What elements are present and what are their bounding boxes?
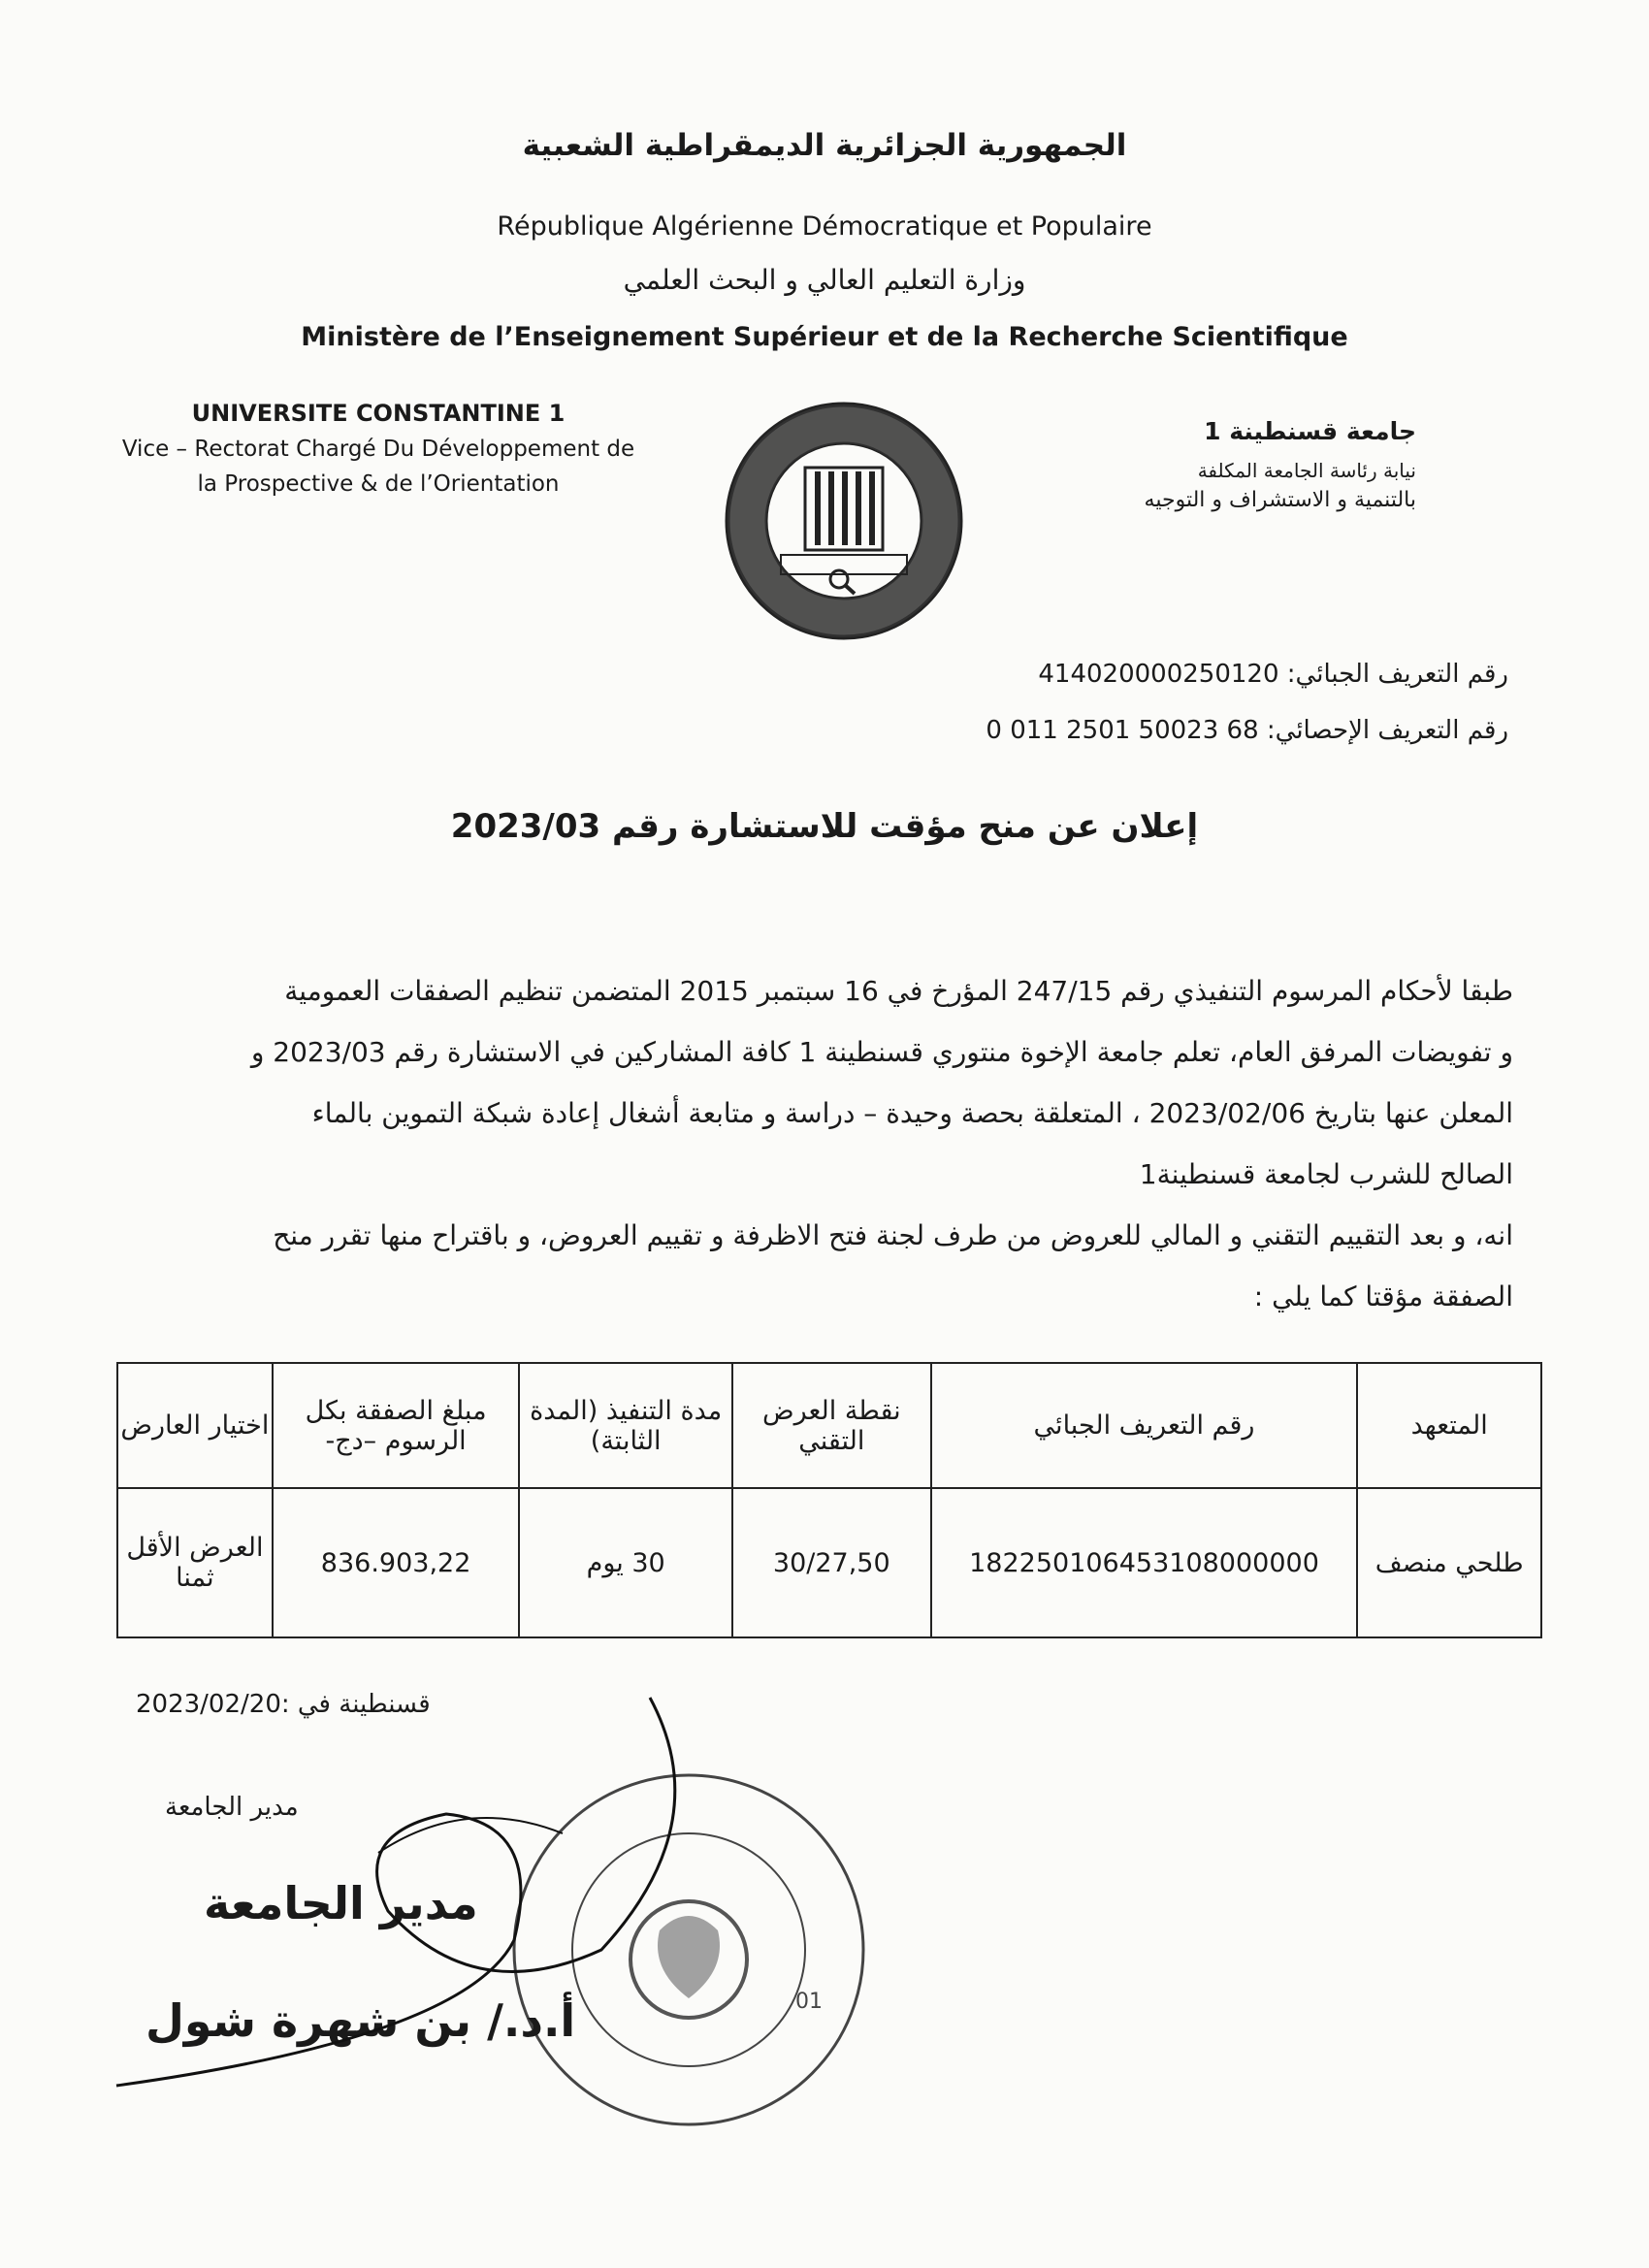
university-name-fr: UNIVERSITE CONSTANTINE 1 xyxy=(191,400,566,427)
university-block-fr xyxy=(107,400,650,497)
tax-id: رقم التعريف الجبائي: 414020000250120 xyxy=(1038,660,1508,689)
department-line2-fr: la Prospective & de l’Orientation xyxy=(197,471,560,497)
signature-title: مدير الجامعة xyxy=(204,1877,478,1929)
signature-name: أ.د./ بن شهرة شول xyxy=(146,1994,576,2047)
cell-selection: العرض الأقل ثمنا xyxy=(117,1488,273,1637)
body-line: الصالح للشرب لجامعة قسنطينة1 xyxy=(1139,1158,1513,1190)
place-date: قسنطينة في :2023/02/20 xyxy=(136,1690,431,1719)
university-name-ar: جامعة قسنطينة 1 xyxy=(1204,417,1416,445)
university-block-ar xyxy=(1009,417,1416,512)
body-line: انه، و بعد التقييم التقني و المالي للعروض من طرف لجنة فتح الاظرفة و تقييم العروض، و باقتراح منها تقرر منح xyxy=(273,1219,1513,1251)
director-label: مدير الجامعة xyxy=(165,1793,299,1822)
header-tax-id: رقم التعريف الجبائي xyxy=(931,1363,1358,1488)
ministry-name-fr: Ministère de l’Enseignement Supérieur et de la Recherche Scientifique xyxy=(301,322,1348,352)
announcement-body xyxy=(136,960,1513,1327)
cell-tax-id: 182250106453108000000 xyxy=(931,1488,1358,1637)
body-line: و تفويضات المرفق العام، تعلم جامعة الإخوة منتوري قسنطينة 1 كافة المشاركين في الاستشارة رقم 2023/03 و xyxy=(250,1036,1513,1068)
handwritten-signature xyxy=(58,1688,757,2095)
body-line: الصفقة مؤقتا كما يلي : xyxy=(1253,1280,1513,1312)
cell-duration: 30 يوم xyxy=(519,1488,732,1637)
header-duration: مدة التنفيذ (المدة الثابتة) xyxy=(519,1363,732,1488)
cell-bidder: طلحي منصف xyxy=(1357,1488,1541,1637)
table-header-row xyxy=(117,1363,1541,1488)
department-line1-ar: نيابة رئاسة الجامعة المكلفة xyxy=(1197,459,1416,482)
department-line1-fr: Vice – Rectorat Chargé Du Développement de xyxy=(121,437,635,462)
header-bidder: المتعهد xyxy=(1357,1363,1541,1488)
university-logo xyxy=(723,400,965,642)
ministry-name-ar: وزارة التعليم العالي و البحث العلمي xyxy=(623,264,1026,296)
table-row xyxy=(117,1488,1541,1637)
announcement-title: إعلان عن منح مؤقت للاستشارة رقم 2023/03 xyxy=(450,807,1199,846)
header-selection: اختيار العارض xyxy=(117,1363,273,1488)
department-line2-ar: بالتنمية و الاستشراف و التوجيه xyxy=(1144,488,1416,512)
header-technical-score: نقطة العرض التقني xyxy=(732,1363,931,1488)
header-amount: مبلغ الصفقة بكل الرسوم –دج- xyxy=(273,1363,520,1488)
body-line: المعلن عنها بتاريخ 2023/02/06 ، المتعلقة بحصة وحيدة – دراسة و متابعة أشغال إعادة شبكة التموين بالماء xyxy=(311,1097,1513,1129)
stamp-number: 01 xyxy=(795,1990,823,2014)
cell-amount: 836.903,22 xyxy=(273,1488,520,1637)
cell-technical-score: 30/27,50 xyxy=(732,1488,931,1637)
body-line: طبقا لأحكام المرسوم التنفيذي رقم 247/15 المؤرخ في 16 سبتمبر 2015 المتضمن تنظيم الصفقات العمومية xyxy=(284,975,1513,1007)
country-name-ar: الجمهورية الجزائرية الديمقراطية الشعبية xyxy=(522,128,1127,163)
identifiers-block xyxy=(829,660,1508,772)
award-table xyxy=(116,1362,1542,1638)
country-name-fr: République Algérienne Démocratique et Populaire xyxy=(497,211,1152,242)
statistical-id: رقم التعريف الإحصائي: 68 50023 2501 011 0 xyxy=(986,716,1508,745)
